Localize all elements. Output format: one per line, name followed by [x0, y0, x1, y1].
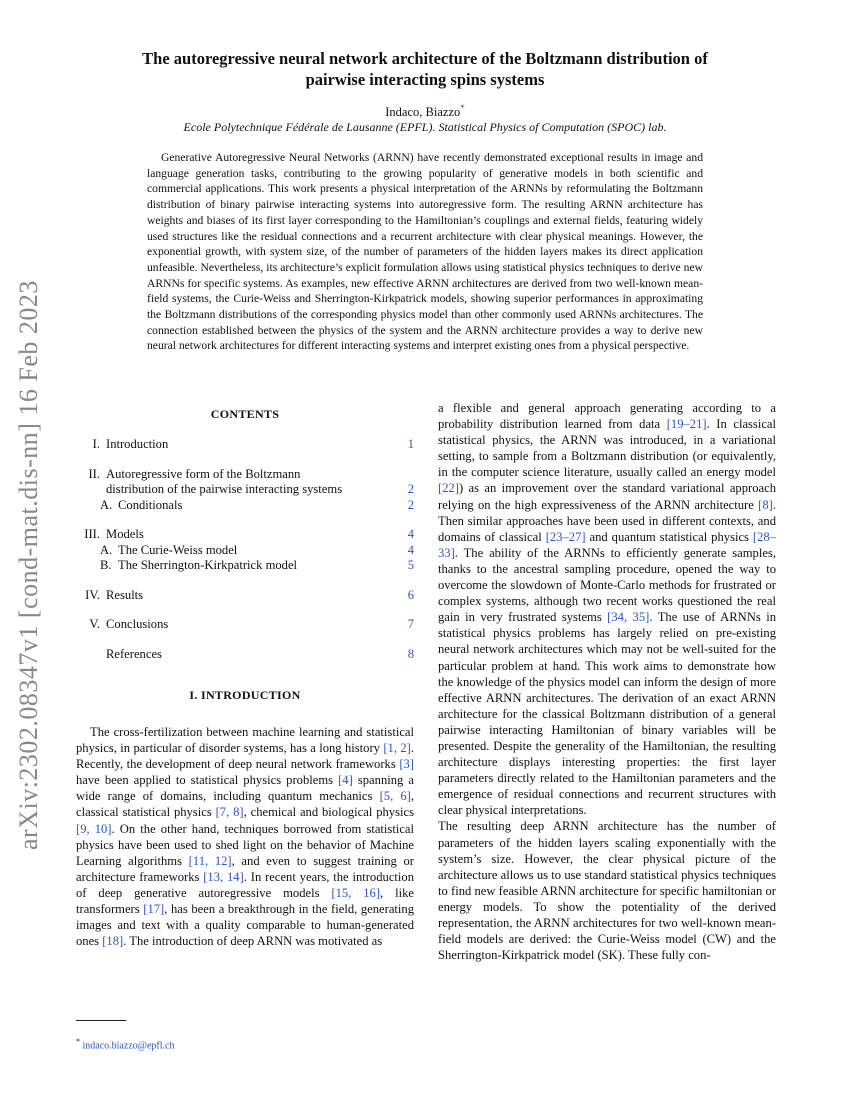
intro-paragraph-3: The resulting deep ARNN architecture has the number of parameters of the hidden layers scaling exponentially with the system’s size. However, the clear physical picture of the architecture allows us to use standard statistical physics techniques to find new feasible ARNN architecture for specific hamiltonian or energy models. To show the potentiality of the derived representation, the ARNN architectures for two well-known mean-field models are derived: the Curie-Weiss model (CW) and the Sherrington-Kirkpatrick model (SK). These fully con-: [438, 819, 776, 963]
citation-link[interactable]: [22]: [438, 481, 459, 496]
toc-number: I.: [92, 437, 100, 451]
toc-sub-letter: B.: [100, 558, 112, 572]
toc-page-link[interactable]: 6: [407, 587, 414, 602]
toc-page-link[interactable]: 5: [407, 558, 414, 572]
citation-link[interactable]: [15, 16]: [331, 885, 381, 900]
citation-link[interactable]: [3]: [399, 757, 414, 772]
toc-page-link[interactable]: 1: [407, 437, 414, 451]
toc-sub-letter: A.: [100, 542, 113, 557]
citation-link[interactable]: [28–33]: [438, 529, 777, 560]
citation-link[interactable]: [5, 6]: [379, 789, 411, 804]
toc-title: Introduction: [106, 437, 169, 451]
left-column: [76, 400, 414, 949]
right-column: [438, 400, 776, 963]
toc-page-link[interactable]: 8: [407, 646, 414, 661]
section-heading-introduction: I. INTRODUCTION: [189, 688, 301, 702]
footnote-divider: [76, 1020, 126, 1021]
citation-link[interactable]: [13, 14]: [203, 869, 244, 884]
paper-title-line-1: The autoregressive neural network architecture of the Boltzmann distribution of: [142, 49, 708, 68]
toc-number: [76, 647, 106, 663]
toc-page-link[interactable]: 7: [407, 617, 414, 631]
toc-title: Results: [106, 587, 144, 602]
toc-item-results[interactable]: [76, 588, 414, 604]
toc-number: III.: [84, 527, 100, 541]
toc-title-continuation: distribution of the pairwise interacting systems: [106, 482, 343, 496]
paper-title: [70, 48, 780, 90]
arxiv-identifier-stamp: arXiv:2302.08347v1 [cond-mat.dis-nn] 16 Feb 2023: [14, 280, 43, 850]
toc-number: V.: [89, 617, 100, 631]
toc-page-link[interactable]: 2: [407, 482, 414, 496]
author-name: Indaco, Biazzo: [385, 105, 461, 120]
footnote: [76, 1037, 174, 1051]
citation-link[interactable]: [8]: [758, 497, 773, 512]
toc-sub-title: Conditionals: [118, 497, 183, 512]
affiliation: Ecole Polytechnique Fédérale de Lausanne (EPFL). Statistical Physics of Computation (SPOC) lab.: [183, 120, 667, 134]
table-of-contents: [76, 437, 414, 662]
toc-title: References: [106, 646, 162, 661]
toc-item-conditionals[interactable]: [76, 498, 414, 514]
citation-link[interactable]: [18]: [102, 934, 124, 949]
citation-link[interactable]: [17]: [143, 902, 165, 917]
abstract: Generative Autoregressive Neural Networks (ARNN) have recently demonstrated exceptional results in image and language generation tasks, contributing to the growing popularity of generative models in both scientific and commercial applications. This work presents a physical interpretation of the ARNNs by reformulating the Boltzmann distribution of binary pairwise interacting systems into autoregressive form. The resulting ARNN architecture has weights and biases of its first layer corresponding to the Hamiltonian’s couplings and external fields, featuring widely used structures like the residual connections and a recurrent architecture with clear physical meanings. However, the exponential growth, with system size, of the number of parameters of the hidden layers makes its direct application unfeasible. Nevertheless, its architecture’s explicit formulation allows using statistical physics techniques to derive new ARNNs for specific systems. As examples, new effective ARNN architectures are derived from two well-known mean-field systems, the Curie-Weiss and Sherrington-Kirkpatrick models, showing superior performances in approximating the Boltzmann distributions of the corresponding physics model than other commonly used ARNNs architectures. The connection established between the physics of the system and the ARNN architecture provides a way to derive new neural network architectures for different interacting systems and interpret existing ones from a physical perspective.: [147, 151, 703, 353]
toc-item-models[interactable]: [76, 527, 414, 543]
author-email-link[interactable]: indaco.biazzo@epfl.ch: [82, 1040, 175, 1052]
toc-heading: CONTENTS: [210, 407, 280, 421]
toc-item-autoregressive-form[interactable]: [76, 467, 414, 498]
intro-paragraph-2: a flexible and general approach generating according to a probability distribution learned from data [19–21]. In classical statistical physics, the ARNN was introduced, in a variational setting, to sample from a Boltzmann distribution (or equivalently, in the computer science literature, usually called an energy model [22]) as an improvement over the standard variational approach relying on the high expressiveness of the ARNN architecture [8]. Then similar approaches have been used in different contexts, and domains of classical [23–27] and quantum statistical physics [28–33]. The ability of the ARNNs to efficiently generate samples, thanks to the ancestral sampling procedure, opened the way to overcome the slowdown of Monte-Carlo methods for frustrated or complex systems, although two recent works questioned the real gain in very frustrated systems [34, 35]. The use of ARNNs in statistical physics problems has largely relied on pre-existing neural network architectures which may not be well-suited for the particular problem at hand. This work aims to demonstrate how the knowledge of the physics model can inform the design of more effective ARNN architectures. The derivation of an exact ARNN architecture for the classical Boltzmann distribution of a general pairwise interacting Hamiltonian of binary variables will be presented. Despite the generality of the Hamiltonian, the resulting architecture displays interesting properties: the first layer parameters directly related to the Hamiltonian parameters and the emergence of residual connections and recurrent structures with clear physical interpretations.: [438, 401, 777, 818]
toc-item-introduction[interactable]: [76, 437, 414, 453]
toc-page-link[interactable]: 4: [407, 527, 414, 541]
citation-link[interactable]: [34, 35]: [607, 610, 650, 625]
toc-sub-letter: A.: [100, 497, 113, 512]
toc-item-references[interactable]: [76, 647, 414, 663]
citation-link[interactable]: [19–21]: [666, 417, 707, 432]
author-line: [70, 103, 780, 120]
citation-link[interactable]: [7, 8]: [215, 805, 244, 820]
toc-number: II.: [88, 466, 100, 481]
toc-item-curie-weiss[interactable]: [76, 543, 414, 559]
footnote-mark: *: [76, 1037, 80, 1046]
toc-title: Conclusions: [106, 617, 169, 631]
intro-paragraph-1: The cross-fertilization between machine learning and statistical physics, in particular of disorder systems, has a long history [1, 2]. Recently, the development of deep neural network frameworks [3] have been applied to statistical physics problems [4] spanning a wide range of domains, including quantum mechanics [5, 6], classical statistical physics [7, 8], chemical and biological physics [9, 10]. On the other hand, techniques borrowed from statistical physics have been used to shed light on the behavior of Machine Learning algorithms [11, 12], and even to suggest training or architecture frameworks [13, 14]. In recent years, the introduction of deep generative autoregressive models [15, 16], like transformers [17], has been a breakthrough in the field, generating images and text with a quality comparable to human-generated ones [18]. The introduction of deep ARNN was motivated as: [76, 725, 415, 949]
author-footnote-mark[interactable]: *: [460, 103, 465, 113]
toc-title: Autoregressive form of the Boltzmann: [106, 466, 301, 481]
toc-item-sherrington-kirkpatrick[interactable]: [76, 558, 414, 574]
citation-link[interactable]: [9, 10]: [76, 821, 112, 836]
paper-title-line-2: pairwise interacting spins systems: [305, 70, 545, 89]
citation-link[interactable]: [23–27]: [545, 529, 586, 544]
toc-sub-title: The Sherrington-Kirkpatrick model: [118, 558, 298, 572]
citation-link[interactable]: [11, 12]: [188, 853, 232, 868]
toc-item-conclusions[interactable]: [76, 617, 414, 633]
toc-page-link[interactable]: 2: [407, 497, 414, 512]
toc-number: IV.: [85, 587, 100, 602]
toc-title: Models: [106, 527, 144, 541]
citation-link[interactable]: [1, 2]: [383, 741, 411, 756]
toc-page-link[interactable]: 4: [407, 542, 414, 557]
toc-sub-title: The Curie-Weiss model: [118, 542, 238, 557]
citation-link[interactable]: [4]: [338, 773, 353, 788]
